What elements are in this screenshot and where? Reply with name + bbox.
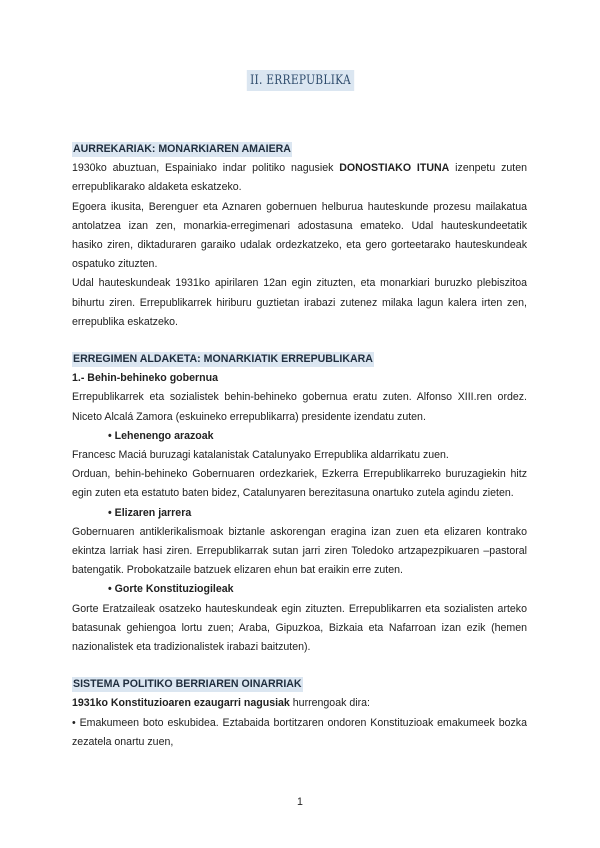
paragraph: Egoera ikusita, Berenguer eta Aznaren gobernuen helburua hauteskunde prozesu mailakatua antolatzea izan zen, monarkia-erregimenari adostasuna emateko. Udal hauteskundeetatik hasiko ziren, diktaduraren garaiko udalak ordezkatzeko, eta gero gorteetarako hauteskundeak ospatuko zituzten. (72, 200, 527, 271)
bold-span: DONOSTIAKO ITUNA (339, 162, 450, 175)
paragraph: Udal hauteskundeak 1931ko apirilaren 12an egin zituzten, eta monarkiari buruzko plebiszitoa bihurtu ziren. Errepublikarrek hiriburu guztietan irabazi zutenez milaka lagun kalera irten zen, errepublika eskatzeko. (72, 277, 527, 328)
document-content (72, 140, 527, 752)
section-heading-text: SISTEMA POLITIKO BERRIAREN OINARRIAK (73, 678, 302, 691)
bullet-heading: • Lehenengo arazoak (108, 429, 214, 442)
paragraph: Gorte Eratzaileak osatzeko hauteskundeak egin zituzten. Errepublikarren eta sozialisten arteko batasunak gehiengoa lortu zuen; Araba, Gipuzkoa, Bizkaia eta Nafarroan izan ezik (hemen nazionalistek eta tradizionalistek irabazi baitzuten). (72, 602, 527, 654)
section-heading (72, 140, 527, 159)
paragraph: Errepublikarrek eta sozialistek behin-behineko gobernua eratu zuten. Alfonso XIII.ren ordez. Niceto Alcalá Zamora (eskuineko errepublikarra) presidente izendatu zuten. (72, 391, 527, 423)
bullet-heading: • Gorte Konstituziogileak (108, 583, 234, 596)
paragraph (72, 159, 527, 197)
paragraph: Orduan, behin-behineko Gobernuaren ordezkariek, Ezkerra Errepublikarreko buruzagiekin hitz egin zuten eta estatuto baten bidez, Catalunyaren berezitasuna onartuko zutela agindu zieten. (72, 468, 527, 500)
title-wrap (0, 70, 600, 91)
bullet-heading: • Elizaren jarrera (108, 506, 192, 519)
subheading: 1.- Behin-behineko gobernua (72, 372, 218, 385)
text-span: 1930ko abuztuan, Espainiako indar politiko nagusiek (72, 162, 340, 175)
paragraph: Gobernuaren antiklerikalismoak biztanle askorengan eragina izan zuen eta elizaren kontrako ekintza larriak hasi ziren. Errepublikarrak sutan jarri ziren Toledoko artzapezpikuaren –pastoral batengatik. Probokatzaile batzuek elizaren ehun bat eraikin erre zuten. (72, 525, 527, 577)
page-number: 1 (297, 796, 303, 808)
spacer (72, 657, 527, 675)
paragraph: Francesc Maciá buruzagi katalanistak Catalunyako Errepublika aldarrikatu zuen. (72, 449, 449, 462)
paragraph (72, 694, 527, 713)
text-span: hurrengoak dira: (289, 697, 370, 710)
section-heading-text: AURREKARIAK: MONARKIAREN AMAIERA (73, 143, 291, 155)
section-heading (72, 350, 527, 369)
section-heading (72, 675, 527, 694)
document-title: II. ERREPUBLIKA (246, 70, 353, 91)
spacer (72, 332, 527, 350)
bold-span: 1931ko Konstituzioaren ezaugarri nagusiak (72, 697, 290, 710)
text-span: izenpetu zuten errepublikarako aldaketa eskatzeko. (72, 162, 527, 194)
paragraph: • Emakumeen boto eskubidea. Eztabaida bortitzaren ondoren Konstituzioak emakumeek bozka zezatela onartu zuen, (72, 716, 527, 748)
section-heading-text: ERREGIMEN ALDAKETA: MONARKIATIK ERREPUBLIKARA (73, 353, 373, 366)
